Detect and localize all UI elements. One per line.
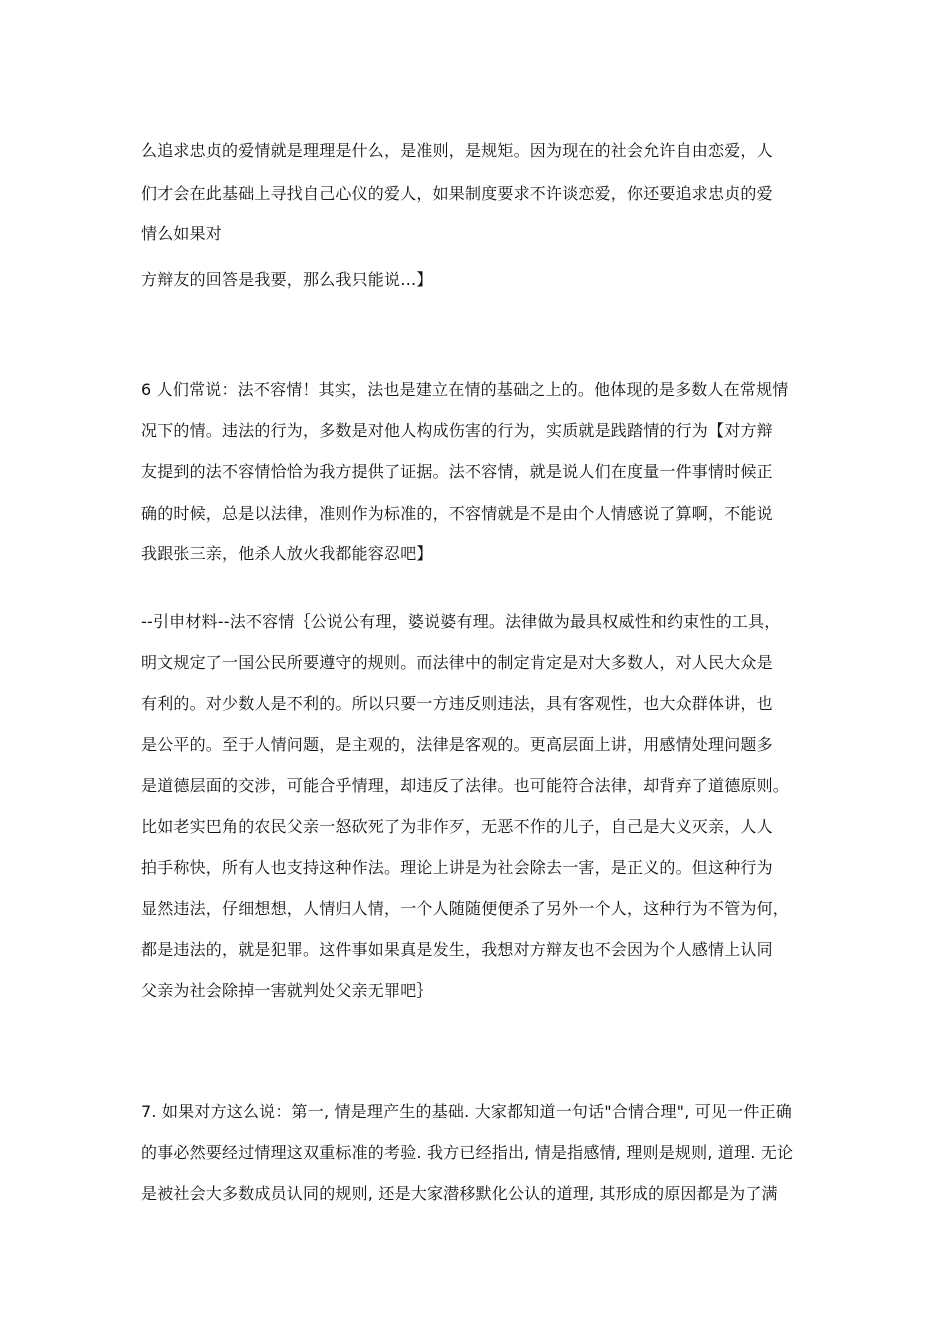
paragraph-line: 拍手称快，所有人也支持这种作法。理论上讲是为社会除去一害，是正义的。但这种行为 xyxy=(141,858,773,877)
paragraph-line: 有利的。对少数人是不利的。所以只要一方违反则违法，具有客观性，也大众群体讲，也 xyxy=(141,694,773,713)
paragraph-line: 显然违法，仔细想想，人情归人情，一个人随随便便杀了另外一个人，这种行为不管为何， xyxy=(141,899,790,918)
paragraph-line: 父亲为社会除掉一害就判处父亲无罪吧｝ xyxy=(141,981,433,1000)
paragraph-line: 7. 如果对方这么说：第一, 情是理产生的基础. 大家都知道一句话"合情合理", 可见一件正确 xyxy=(141,1102,792,1121)
paragraph-line: 6 人们常说：法不容情！其实，法也是建立在情的基础之上的。他体现的是多数人在常规情 xyxy=(141,380,789,399)
paragraph-line: 的事必然要经过情理这双重标准的考验. 我方已经指出, 情是指感情, 理则是规则, 道理. 无论 xyxy=(141,1143,794,1162)
paragraph-line: 都是违法的，就是犯罪。这件事如果真是发生，我想对方辩友也不会因为个人感情上认同 xyxy=(141,940,773,959)
paragraph-line: 情么如果对 xyxy=(141,224,223,243)
paragraph-line: 么追求忠贞的爱情就是理理是什么，是准则，是规矩。因为现在的社会允许自由恋爱，人 xyxy=(141,141,773,160)
paragraph-line: 我跟张三亲，他杀人放火我都能容忍吧】 xyxy=(141,544,433,563)
paragraph-line: 是公平的。至于人情问题，是主观的，法律是客观的。更高层面上讲，用感情处理问题多 xyxy=(141,735,773,754)
paragraph-line: --引申材料--法不容情｛公说公有理，婆说婆有理。法律做为最具权威性和约束性的工具， xyxy=(141,612,781,631)
paragraph-line: 是道德层面的交涉，可能合乎情理，却违反了法律。也可能符合法律，却背弃了道德原则。 xyxy=(141,776,790,795)
paragraph-line: 确的时候，总是以法律，准则作为标准的，不容情就是不是由个人情感说了算啊，不能说 xyxy=(141,504,773,523)
paragraph-line: 是被社会大多数成员认同的规则, 还是大家潜移默化公认的道理, 其形成的原因都是为了满 xyxy=(141,1184,778,1203)
paragraph-line: 况下的情。违法的行为，多数是对他人构成伤害的行为，实质就是践踏情的行为【对方辩 xyxy=(141,421,773,440)
paragraph-line: 方辩友的回答是我要，那么我只能说…】 xyxy=(141,270,433,289)
paragraph-line: 比如老实巴角的农民父亲一怒砍死了为非作歹，无恶不作的儿子，自己是大义灭亲，人人 xyxy=(141,817,773,836)
paragraph-line: 们才会在此基础上寻找自己心仪的爱人，如果制度要求不许谈恋爱，你还要追求忠贞的爱 xyxy=(141,184,773,203)
paragraph-line: 明文规定了一国公民所要遵守的规则。而法律中的制定肯定是对大多数人，对人民大众是 xyxy=(141,653,773,672)
paragraph-line: 友提到的法不容情恰恰为我方提供了证据。法不容情，就是说人们在度量一件事情时候正 xyxy=(141,462,773,481)
